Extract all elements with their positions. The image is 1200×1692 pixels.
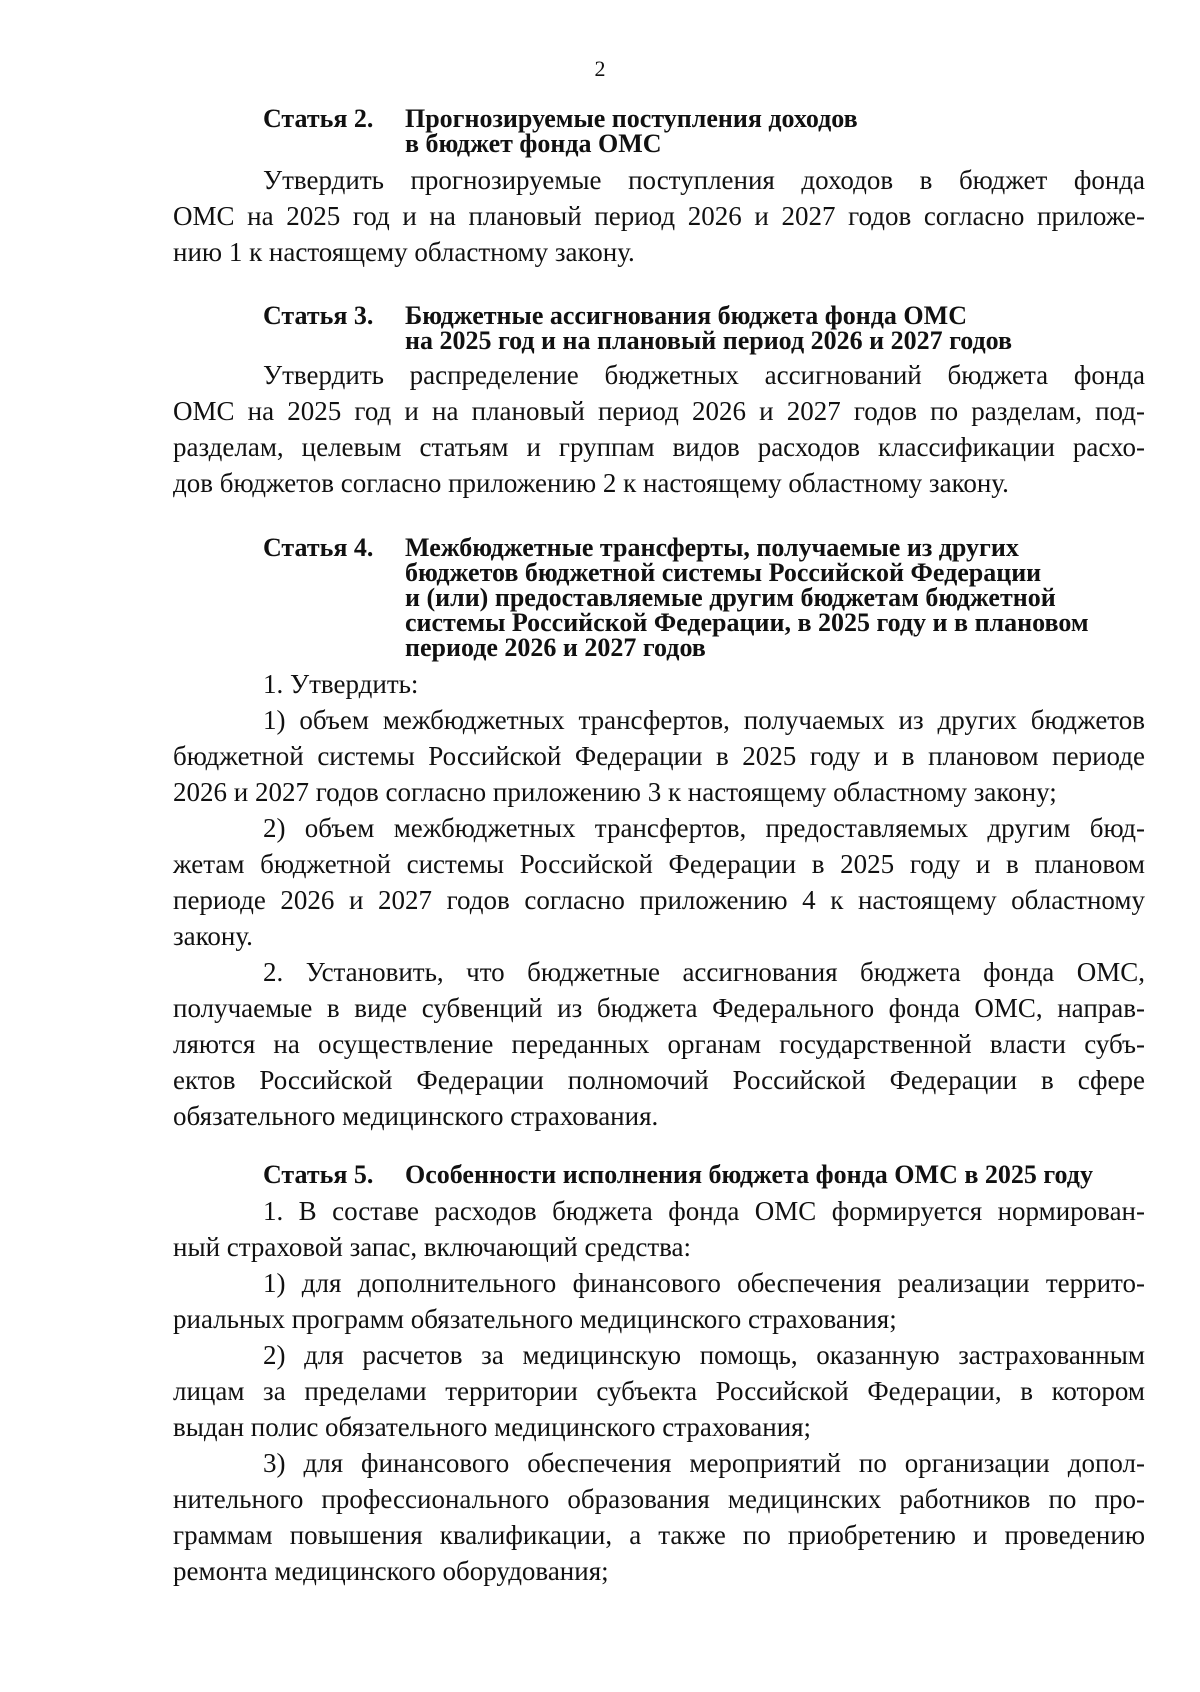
paragraph [173,954,1145,1134]
text-line: 2) объем межбюджетных трансфертов, предоставляемых другим бюд- [263,813,1145,843]
article-title-line: системы Российской Федерации, в 2025 году и в плановом [405,608,1089,637]
paragraph [173,162,1145,270]
paragraph [173,1445,1145,1589]
text-line: выдан полис обязательного медицинского страхования; [173,1412,812,1442]
text-line: 3) для финансового обеспечения мероприятий по организации допол- [263,1448,1145,1478]
article-4 [173,535,1145,1134]
paragraph [173,810,1145,954]
text-line: ляются на осуществление переданных органам государственной власти субъ- [173,1029,1145,1059]
text-line: риальных программ обязательного медицинского страхования; [173,1304,897,1334]
paragraph [173,1337,1145,1445]
text-line: 2) для расчетов за медицинскую помощь, оказанную застрахованным [263,1340,1145,1370]
article-number: Статья 5. [263,1160,374,1189]
article-title-line: на 2025 год и на плановый период 2026 и 2027 годов [405,326,1013,355]
article-title [405,1162,1145,1187]
text-line: Утвердить прогнозируемые поступления доходов в бюджет фонда [263,165,1145,195]
article-3 [173,303,1145,501]
text-line: 2026 и 2027 годов согласно приложению 3 к настоящему областному закону; [173,777,1057,807]
article-title-line: бюджетов бюджетной системы Российской Федерации [405,558,1042,587]
paragraph [173,1265,1145,1337]
article-title-line: в бюджет фонда ОМС [405,129,662,158]
text-line: разделам, целевым статьям и группам видов расходов классификации расхо- [173,432,1145,462]
paragraph [173,666,1145,702]
text-line: 1) объем межбюджетных трансфертов, получаемых из других бюджетов [263,705,1145,735]
article-title-line: Бюджетные ассигнования бюджета фонда ОМС [405,301,967,330]
article-title-line: Особенности исполнения бюджета фонда ОМС в 2025 году [405,1160,1093,1189]
text-line: лицам за пределами территории субъекта Российской Федерации, в котором [173,1376,1145,1406]
text-line: ектов Российской Федерации полномочий Российской Федерации в сфере [173,1065,1145,1095]
article-heading [173,303,1145,353]
article-title-line: периоде 2026 и 2027 годов [405,633,706,662]
article-heading [173,106,1145,156]
article-heading [173,1162,1145,1187]
article-heading [173,535,1145,660]
article-2 [173,106,1145,270]
text-line: периоде 2026 и 2027 годов согласно приложению 4 к настоящему областному [173,885,1145,915]
article-5 [173,1162,1145,1589]
text-line: обязательного медицинского страхования. [173,1101,659,1131]
paragraph [173,1193,1145,1265]
text-line: граммам повышения квалификации, а также по приобретению и проведению [173,1520,1145,1550]
article-title [405,303,1145,353]
article-number: Статья 4. [263,533,374,562]
text-line: жетам бюджетной системы Российской Федерации в 2025 году и в плановом [173,849,1145,879]
paragraph [173,702,1145,810]
article-title-line: и (или) предоставляемые другим бюджетам бюджетной [405,583,1056,612]
article-title [405,535,1145,660]
text-line: 1) для дополнительного финансового обеспечения реализации террито- [263,1268,1145,1298]
document-body [173,106,1145,1589]
text-line: закону. [173,921,253,951]
article-number: Статья 3. [263,301,374,330]
text-line: ОМС на 2025 год и на плановый период 2026 и 2027 годов согласно приложе- [173,201,1145,231]
text-line: получаемые в виде субвенций из бюджета Федерального фонда ОМС, направ- [173,993,1145,1023]
text-line: бюджетной системы Российской Федерации в 2025 году и в плановом периоде [173,741,1145,771]
text-line: 1. Утвердить: [263,669,419,699]
article-title [405,106,1145,156]
text-line: ный страховой запас, включающий средства: [173,1232,691,1262]
text-line: нию 1 к настоящему областному закону. [173,237,635,267]
text-line: нительного профессионального образования медицинских работников по про- [173,1484,1145,1514]
text-line: 1. В составе расходов бюджета фонда ОМС формируется нормирован- [263,1196,1145,1226]
text-line: дов бюджетов согласно приложению 2 к настоящему областному закону. [173,468,1009,498]
text-line: ОМС на 2025 год и на плановый период 2026 и 2027 годов по разделам, под- [173,396,1145,426]
article-title-line: Межбюджетные трансферты, получаемые из других [405,533,1019,562]
text-line: Утвердить распределение бюджетных ассигнований бюджета фонда [263,360,1145,390]
page-number: 2 [594,56,606,81]
text-line: ремонта медицинского оборудования; [173,1556,609,1586]
article-title-line: Прогнозируемые поступления доходов [405,104,858,133]
paragraph [173,357,1145,501]
text-line: 2. Установить, что бюджетные ассигнования бюджета фонда ОМС, [263,957,1145,987]
article-number: Статья 2. [263,104,374,133]
